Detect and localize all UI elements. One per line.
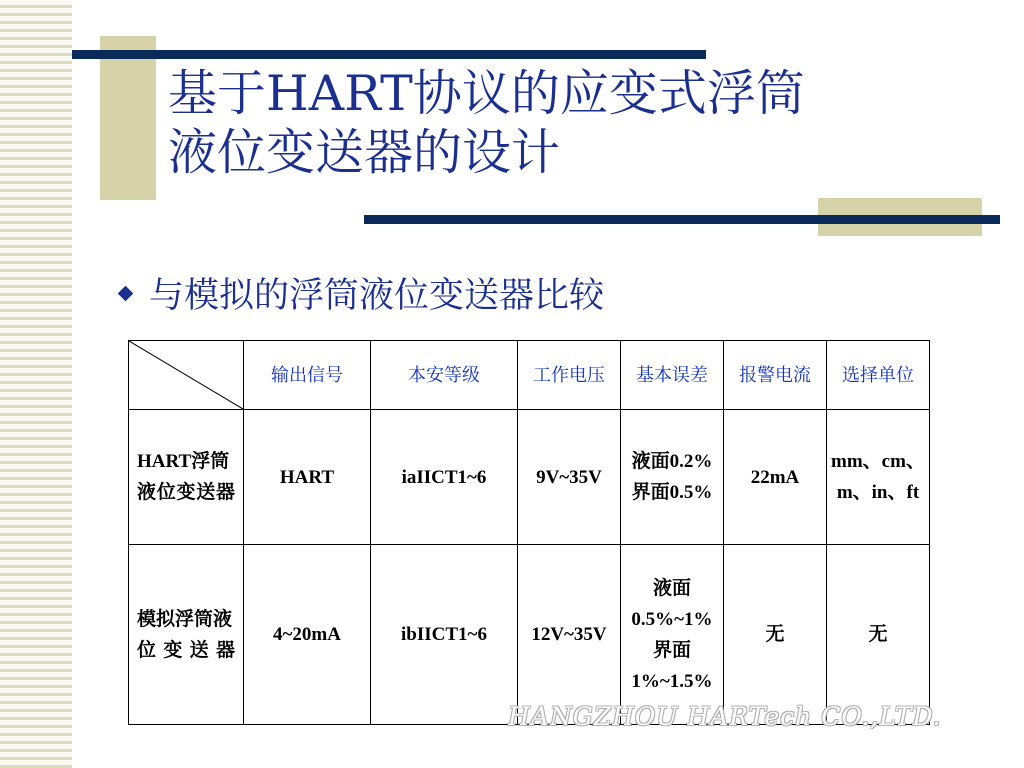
table-row [129,545,930,725]
table-row [129,410,930,545]
slide-title [168,64,968,182]
table-cell: 12V~35V [518,545,621,725]
diagonal-line-icon [129,341,243,409]
table-cell: 无 [827,545,930,725]
header-cell: 基本误差 [621,341,724,410]
table-cell: HART [244,410,371,545]
table-cell: 无 [724,545,827,725]
table-cell: 液面0.5%~1%界面1%~1.5% [621,545,724,725]
decor-bar-bottom [364,215,1000,224]
company-watermark: HANGZHOU HARTech CO.,LTD. [508,702,942,731]
table-corner-cell [129,341,244,410]
title-line-1: 基于HART协议的应变式浮筒 [168,65,805,122]
decor-bar-top [72,50,706,59]
striped-margin [0,0,72,768]
row-label-cell: HART浮筒液位变送器 [129,410,244,545]
header-cell: 选择单位 [827,341,930,410]
table-cell: 22mA [724,410,827,545]
title-line-2: 液位变送器的设计 [168,124,561,181]
table-cell: 4~20mA [244,545,371,725]
diamond-bullet-icon [118,285,134,301]
decor-tan-block-top [100,36,156,200]
bullet-item [120,268,604,318]
table-header-row [129,341,930,410]
table-cell: 9V~35V [518,410,621,545]
row-label-cell: 模拟浮筒液位变送器 [129,545,244,725]
table-cell: iaIICT1~6 [371,410,518,545]
bullet-text: 与模拟的浮筒液位变送器比较 [149,276,605,316]
table-cell: 液面0.2%界面0.5% [621,410,724,545]
comparison-table [128,340,930,725]
table-cell: mm、cm、m、in、ft [827,410,930,545]
header-cell: 报警电流 [724,341,827,410]
header-cell: 本安等级 [371,341,518,410]
header-cell: 输出信号 [244,341,371,410]
table-cell: ibIICT1~6 [371,545,518,725]
header-cell: 工作电压 [518,341,621,410]
